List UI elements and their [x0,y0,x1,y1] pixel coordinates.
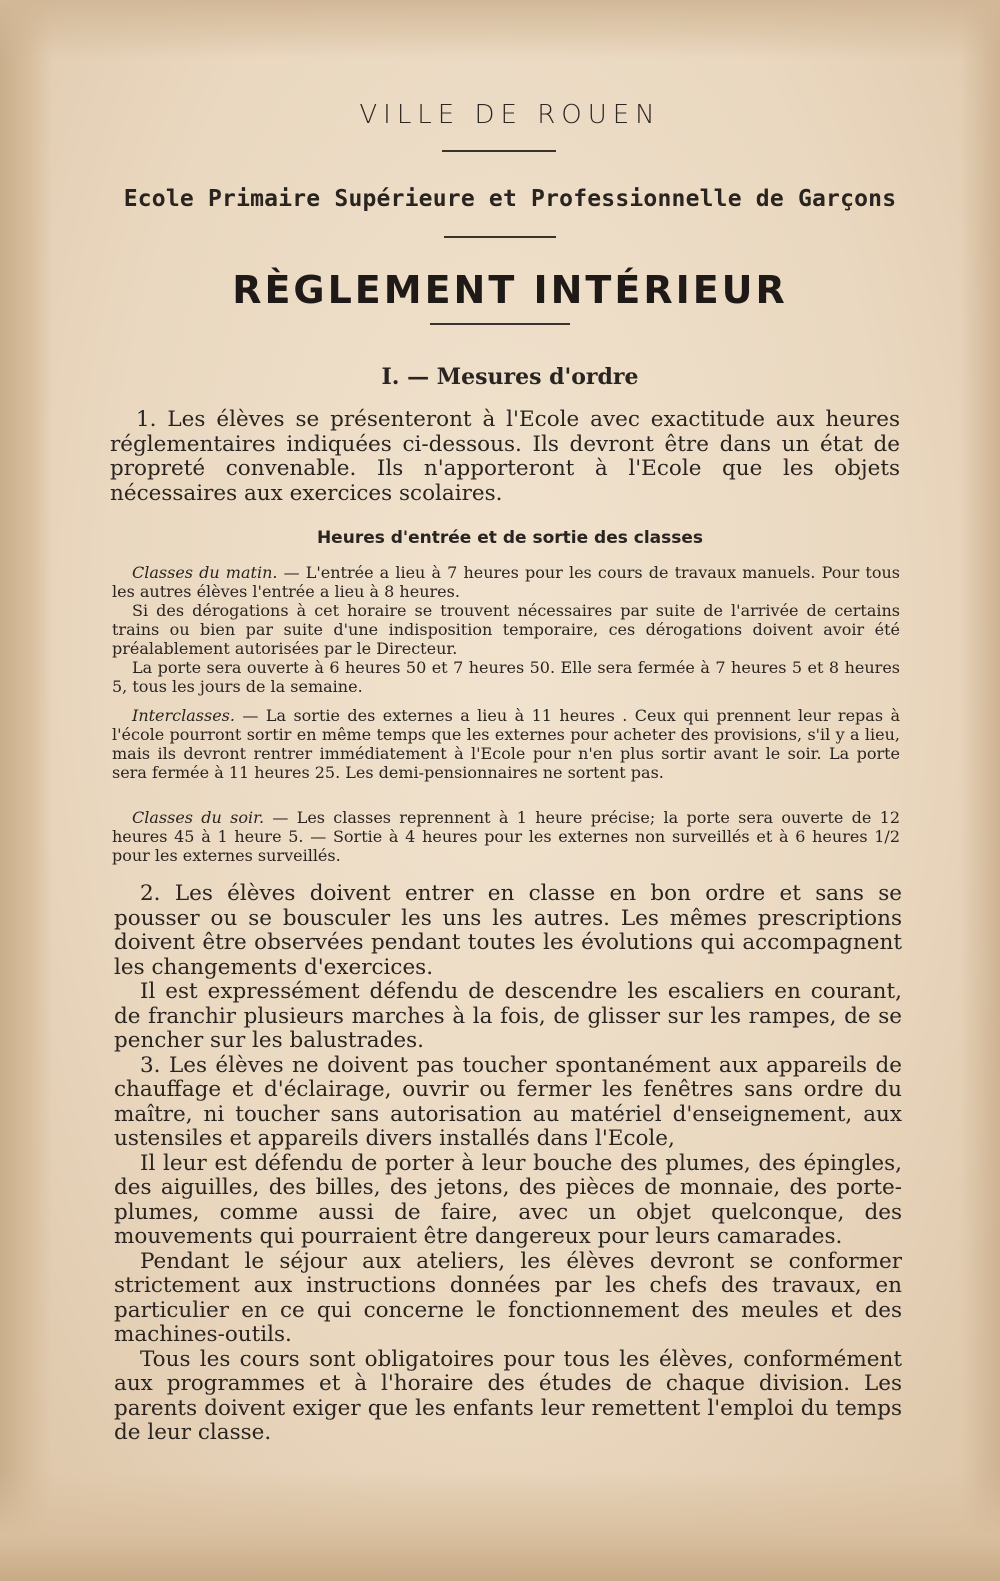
paper-edge-top [0,0,1000,60]
schedule-text: La porte sera ouverte à 6 heures 50 et 7 heures 50. Elle sera fermée à 7 heures 5 et 8 heures 5, tous les jours de la semaine. [112,658,900,696]
paragraph-text: Tous les cours sont obligatoires pour tous les élèves, conformément aux programmes et à l'horaire des études de chaque division. Les parents doivent exiger que les enfants leur remettent l'emploi du temps de leur classe. [114,1346,902,1445]
paragraph-text: 1. Les élèves se présenteront à l'Ecole avec exactitude aux heures réglementaires indiquées ci-dessous. Ils devront être dans un état de propreté convenable. Ils n'apporteront à l'Ecole que les objets nécessaires aux exercices scolaires. [110,407,900,506]
schedule-label: Classes du soir. [132,808,265,827]
schedule-label: Interclasses. [132,706,235,725]
document-title: RÈGLEMENT INTÉRIEUR [232,268,788,312]
paragraph-text: Il leur est défendu de porter à leur bouche des plumes, des épingles, des aiguilles, des billes, des jetons, des pièces de monnaie, des porte-plumes, comme aussi de faire, avec un objet quelconque, des mouvements qui pourraient être dangereux pour leurs camarades. [114,1150,902,1249]
schedule-heading: Heures d'entrée et de sortie des classes [316,528,704,548]
schedule-evening [112,808,900,865]
school-name: Ecole Primaire Supérieure et Professionnelle de Garçons [123,186,897,212]
schedule-morning [112,563,900,696]
schedule-text: — L'entrée a lieu à 7 heures pour les cours de travaux manuels. Pour tous les autres élèves l'entrée a lieu à 8 heures. [112,563,901,601]
city-heading: VILLE DE ROUEN [359,100,661,130]
divider [442,150,556,152]
paper-edge-bottom [0,1471,1000,1581]
paper-edge-left [0,0,52,1581]
paragraph-text: 3. Les élèves ne doivent pas toucher spontanément aux appareils de chauffage et d'éclairage, ouvrir ou fermer les fenêtres sans ordre du maître, ni toucher sans autorisation au matériel d'enseignement, aux ustensiles et appareils divers installés dans l'Ecole, [114,1052,902,1151]
schedule-text: — Les classes reprennent à 1 heure précise; la porte sera ouverte de 12 heures 45 à 1 heure 5. — Sortie à 4 heures pour les externes non surveillés et à 6 heures 1/2 pour les externes surveillés. [112,808,901,865]
article-1 [110,408,900,506]
divider [430,323,570,325]
paragraph-text: Il est expressément défendu de descendre les escaliers en courant, de franchir plusieurs marches à la fois, de glisser sur les rampes, de se pencher sur les balustrades. [114,979,902,1053]
schedule-text: Si des dérogations à cet horaire se trouvent nécessaires par suite de l'arrivée de certains trains ou bien par suite d'une indisposition temporaire, ces dérogations doivent avoir été préalablement autorisées par le Directeur. [112,601,900,658]
schedule-interclasses [112,706,900,782]
section-title: I. — Mesures d'ordre [381,364,639,390]
paragraph-text: Pendant le séjour aux ateliers, les élèves devront se conformer strictement aux instructions données par les chefs des travaux, en particulier en ce qui concerne le fonctionnement des meules et des machines-outils. [114,1248,902,1347]
schedule-text: — La sortie des externes a lieu à 11 heures . Ceux qui prennent leur repas à l'école pourront sortir en même temps que les externes pour acheter des provisions, s'il y a lieu, mais ils devront rentrer immédiatement à l'Ecole pour n'en plus sortir avant le soir. La porte sera fermée à 11 heures 25. Les demi-pensionnaires ne sortent pas. [112,706,900,782]
paper-edge-right [960,0,1000,1581]
articles-2-3 [114,882,902,1446]
schedule-label: Classes du matin. [132,563,278,582]
divider [444,236,556,238]
paragraph-text: 2. Les élèves doivent entrer en classe en bon ordre et sans se pousser ou se bousculer les uns les autres. Les mêmes prescriptions doivent être observées pendant toutes les évolutions qui accompagnent les changements d'exercices. [114,881,902,980]
